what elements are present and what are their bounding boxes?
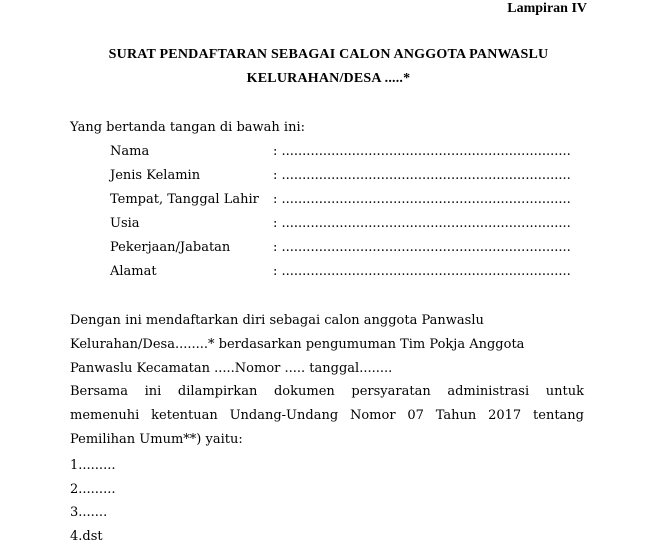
paragraph-1-line-1: Dengan ini mendaftarkan diri sebagai calon anggota Panwaslu bbox=[70, 313, 484, 328]
field-value-blank: : ...................................................................... bbox=[273, 264, 571, 279]
field-value-blank: : ...................................................................... bbox=[273, 216, 571, 231]
field-label: Tempat, Tanggal Lahir bbox=[110, 192, 259, 207]
field-row-alamat bbox=[110, 264, 580, 282]
field-row-tempat-tanggal-lahir bbox=[110, 192, 580, 210]
paragraph-2-line-1-text: Bersama ini dilampirkan dokumen persyaratan administrasi untuk bbox=[70, 384, 584, 399]
list-item: 3....... bbox=[70, 505, 108, 520]
document-title-line-2: KELURAHAN/DESA .....* bbox=[246, 71, 411, 86]
paragraph-2-line-2-text: memenuhi ketentuan Undang-Undang Nomor 07 Tahun 2017 tentang bbox=[70, 408, 584, 423]
annex-label: Lampiran IV bbox=[507, 1, 587, 16]
field-row-jenis-kelamin bbox=[110, 168, 580, 186]
field-label: Jenis Kelamin bbox=[110, 168, 201, 183]
field-label: Nama bbox=[110, 144, 150, 159]
field-value-blank: : ...................................................................... bbox=[273, 168, 571, 183]
field-row-pekerjaan-jabatan bbox=[110, 240, 580, 258]
field-value-blank: : ...................................................................... bbox=[273, 144, 571, 159]
list-item: 1......... bbox=[70, 458, 116, 473]
field-row-nama bbox=[110, 144, 580, 162]
field-row-usia bbox=[110, 216, 580, 234]
list-item: 2......... bbox=[70, 482, 116, 497]
list-item: 4.dst bbox=[70, 529, 103, 544]
paragraph-1-line-3: Panwaslu Kecamatan .....Nomor ..... tanggal........ bbox=[70, 361, 393, 376]
paragraph-1-line-2: Kelurahan/Desa........* berdasarkan pengumuman Tim Pokja Anggota bbox=[70, 337, 525, 352]
field-label: Alamat bbox=[110, 264, 157, 279]
paragraph-2-line-1 bbox=[70, 384, 584, 399]
field-label: Usia bbox=[110, 216, 140, 231]
paragraph-2-line-3: Pemilihan Umum**) yaitu: bbox=[70, 432, 243, 447]
intro-text: Yang bertanda tangan di bawah ini: bbox=[70, 120, 305, 135]
field-value-blank: : ...................................................................... bbox=[273, 240, 571, 255]
field-label: Pekerjaan/Jabatan bbox=[110, 240, 231, 255]
field-value-blank: : ...................................................................... bbox=[273, 192, 571, 207]
document-title-line-1: SURAT PENDAFTARAN SEBAGAI CALON ANGGOTA PANWASLU bbox=[108, 47, 549, 62]
paragraph-2-line-2 bbox=[70, 408, 584, 423]
